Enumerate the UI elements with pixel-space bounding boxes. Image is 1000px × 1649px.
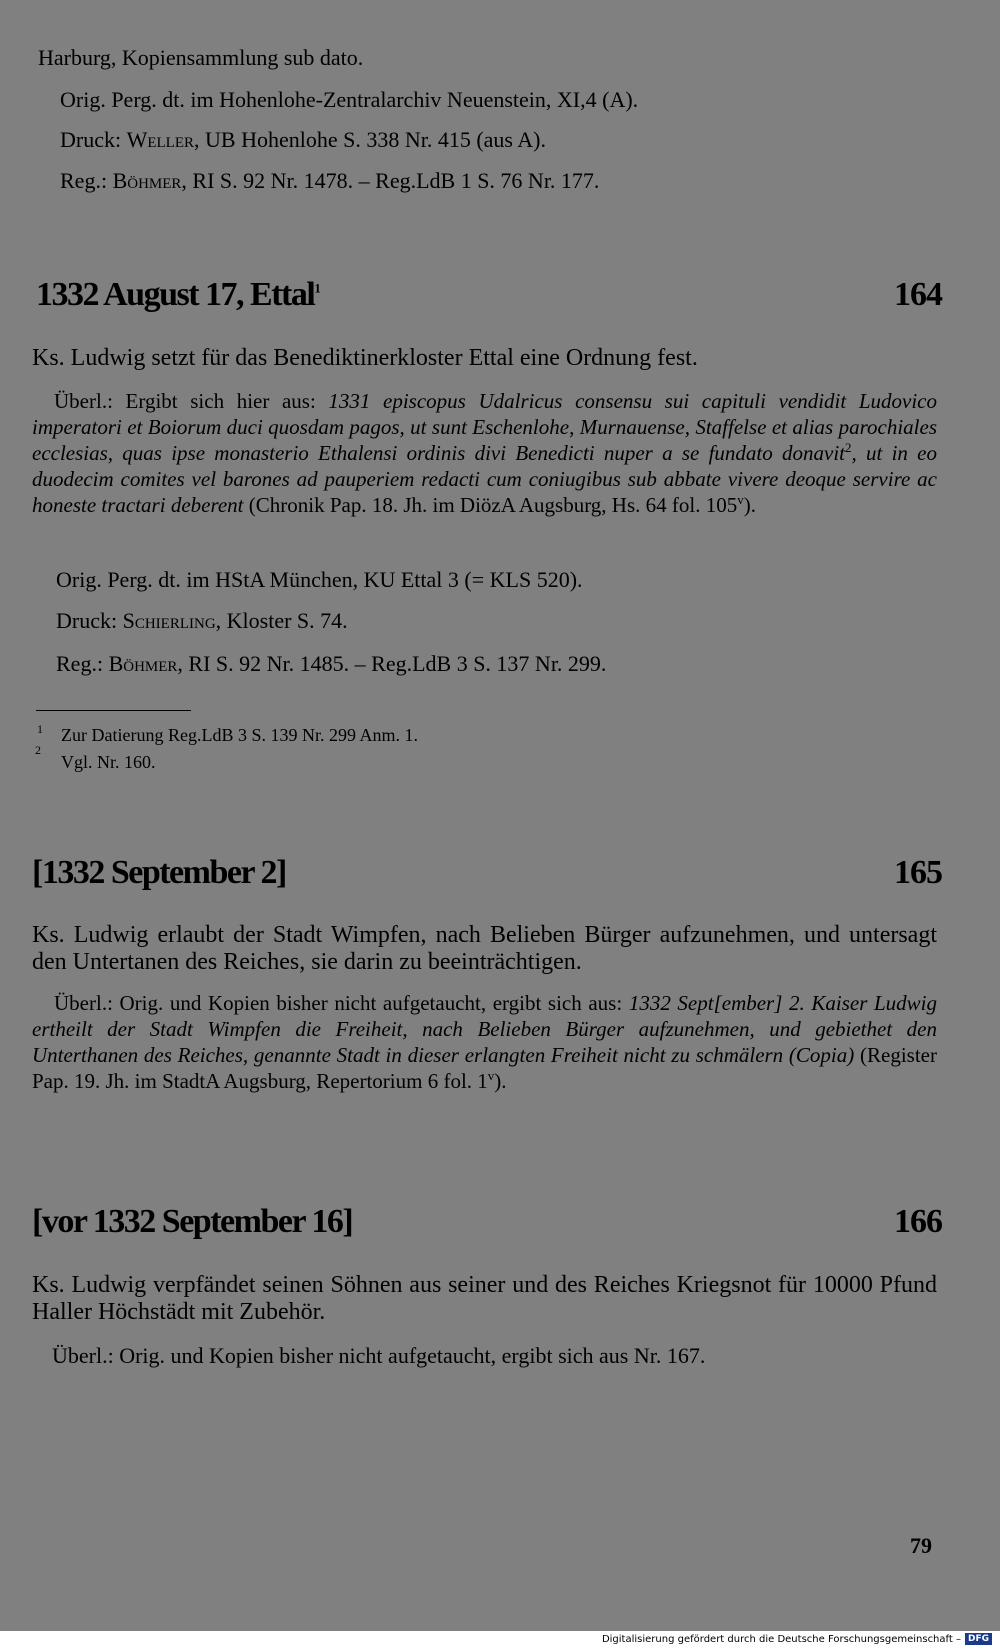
reg-line-164: Reg.: Böhmer, RI S. 92 Nr. 1485. – Reg.LdB 3 S. 137 Nr. 299.	[56, 651, 607, 676]
druck-line-164: Druck: Schierling, Kloster S. 74.	[56, 608, 348, 633]
ueberlieferung-166: Überl.: Orig. und Kopien bisher nicht aufgetaucht, ergibt sich aus Nr. 167.	[52, 1343, 706, 1368]
page-number: 79	[910, 1533, 932, 1558]
reg-line: Reg.: Böhmer, RI S. 92 Nr. 1478. – Reg.LdB 1 S. 76 Nr. 177.	[60, 168, 600, 193]
ueberlieferung-164: Überl.: Ergibt sich hier aus: 1331 episcopus Udalricus consensu sui capituli vendidit Ludovico imperatori et Boiorum duci quosdam pagos, ut sunt Eschenlohe, Murnauense, Staffelse et alias parochiales ecclesias, quas ipse monasterio Ethalensi ordinis divi Benedicti nuper a se fundato donavit$^2$, ut in eo duodecim comites vel barones ad pauperiem redacti cum coniugibus sub abbate vivere deoque servire ac honeste tractari deberent (Chronik Pap. 18. Jh. im DiözA Augsburg, Hs. 64 fol. 105$^v$).	[32, 389, 937, 517]
footnote-2: 2Vgl. Nr. 160.	[35, 743, 156, 772]
entry-summary-164: Ks. Ludwig setzt für das Benediktinerkloster Ettal eine Ordnung fest.	[32, 345, 698, 371]
dfg-logo: DFG	[965, 1633, 992, 1645]
digitization-footer	[0, 1631, 1000, 1649]
orig-line: Orig. Perg. dt. im Hohenlohe-Zentralarchiv Neuenstein, XI,4 (A).	[60, 87, 639, 112]
orig-line-164: Orig. Perg. dt. im HStA München, KU Ettal 3 (= KLS 520).	[56, 567, 583, 592]
entry-number-165: 165	[894, 854, 942, 891]
archive-line: Harburg, Kopiensammlung sub dato.	[38, 45, 364, 70]
ueberlieferung-165: Überl.: Orig. und Kopien bisher nicht aufgetaucht, ergibt sich aus: 1332 Sept[ember] 2. Kaiser Ludwig ertheilt der Stadt Wimpfen die Freiheit, nach Belieben Bürger aufzunehmen, und gebiethet den Unterthanen des Reiches, genannte Stadt in dieser erlangten Freiheit nicht zu schmälern (Copia) (Register Pap. 19. Jh. im StadtA Augsburg, Repertorium 6 fol. 1$^v$).	[32, 991, 937, 1093]
footnote-divider	[36, 710, 191, 711]
entry-heading-164: 1332 August 17, Ettal$^1$	[36, 276, 320, 313]
druck-line: Druck: Weller, UB Hohenlohe S. 338 Nr. 415 (aus A).	[60, 127, 546, 152]
entry-summary-166: Ks. Ludwig verpfändet seinen Söhnen aus seiner und des Reiches Kriegsnot für 10000 Pfund Haller Höchstädt mit Zubehör.	[32, 1272, 937, 1325]
footnote-1: 1 Zur Datierung Reg.LdB 3 S. 139 Nr. 299 Anm. 1.	[37, 722, 418, 745]
footer-text: Digitalisierung gefördert durch die Deutsche Forschungsgemeinschaft –	[601, 1634, 961, 1645]
entry-summary-165: Ks. Ludwig erlaubt der Stadt Wimpfen, nach Belieben Bürger aufzunehmen, und untersagt den Untertanen des Reiches, sie darin zu beeinträchtigen.	[32, 922, 937, 975]
entry-number-164: 164	[894, 276, 942, 313]
entry-number-166: 166	[894, 1203, 942, 1240]
entry-heading-166: [vor 1332 September 16]	[32, 1203, 353, 1240]
entry-heading-165: [1332 September 2]	[32, 854, 286, 891]
